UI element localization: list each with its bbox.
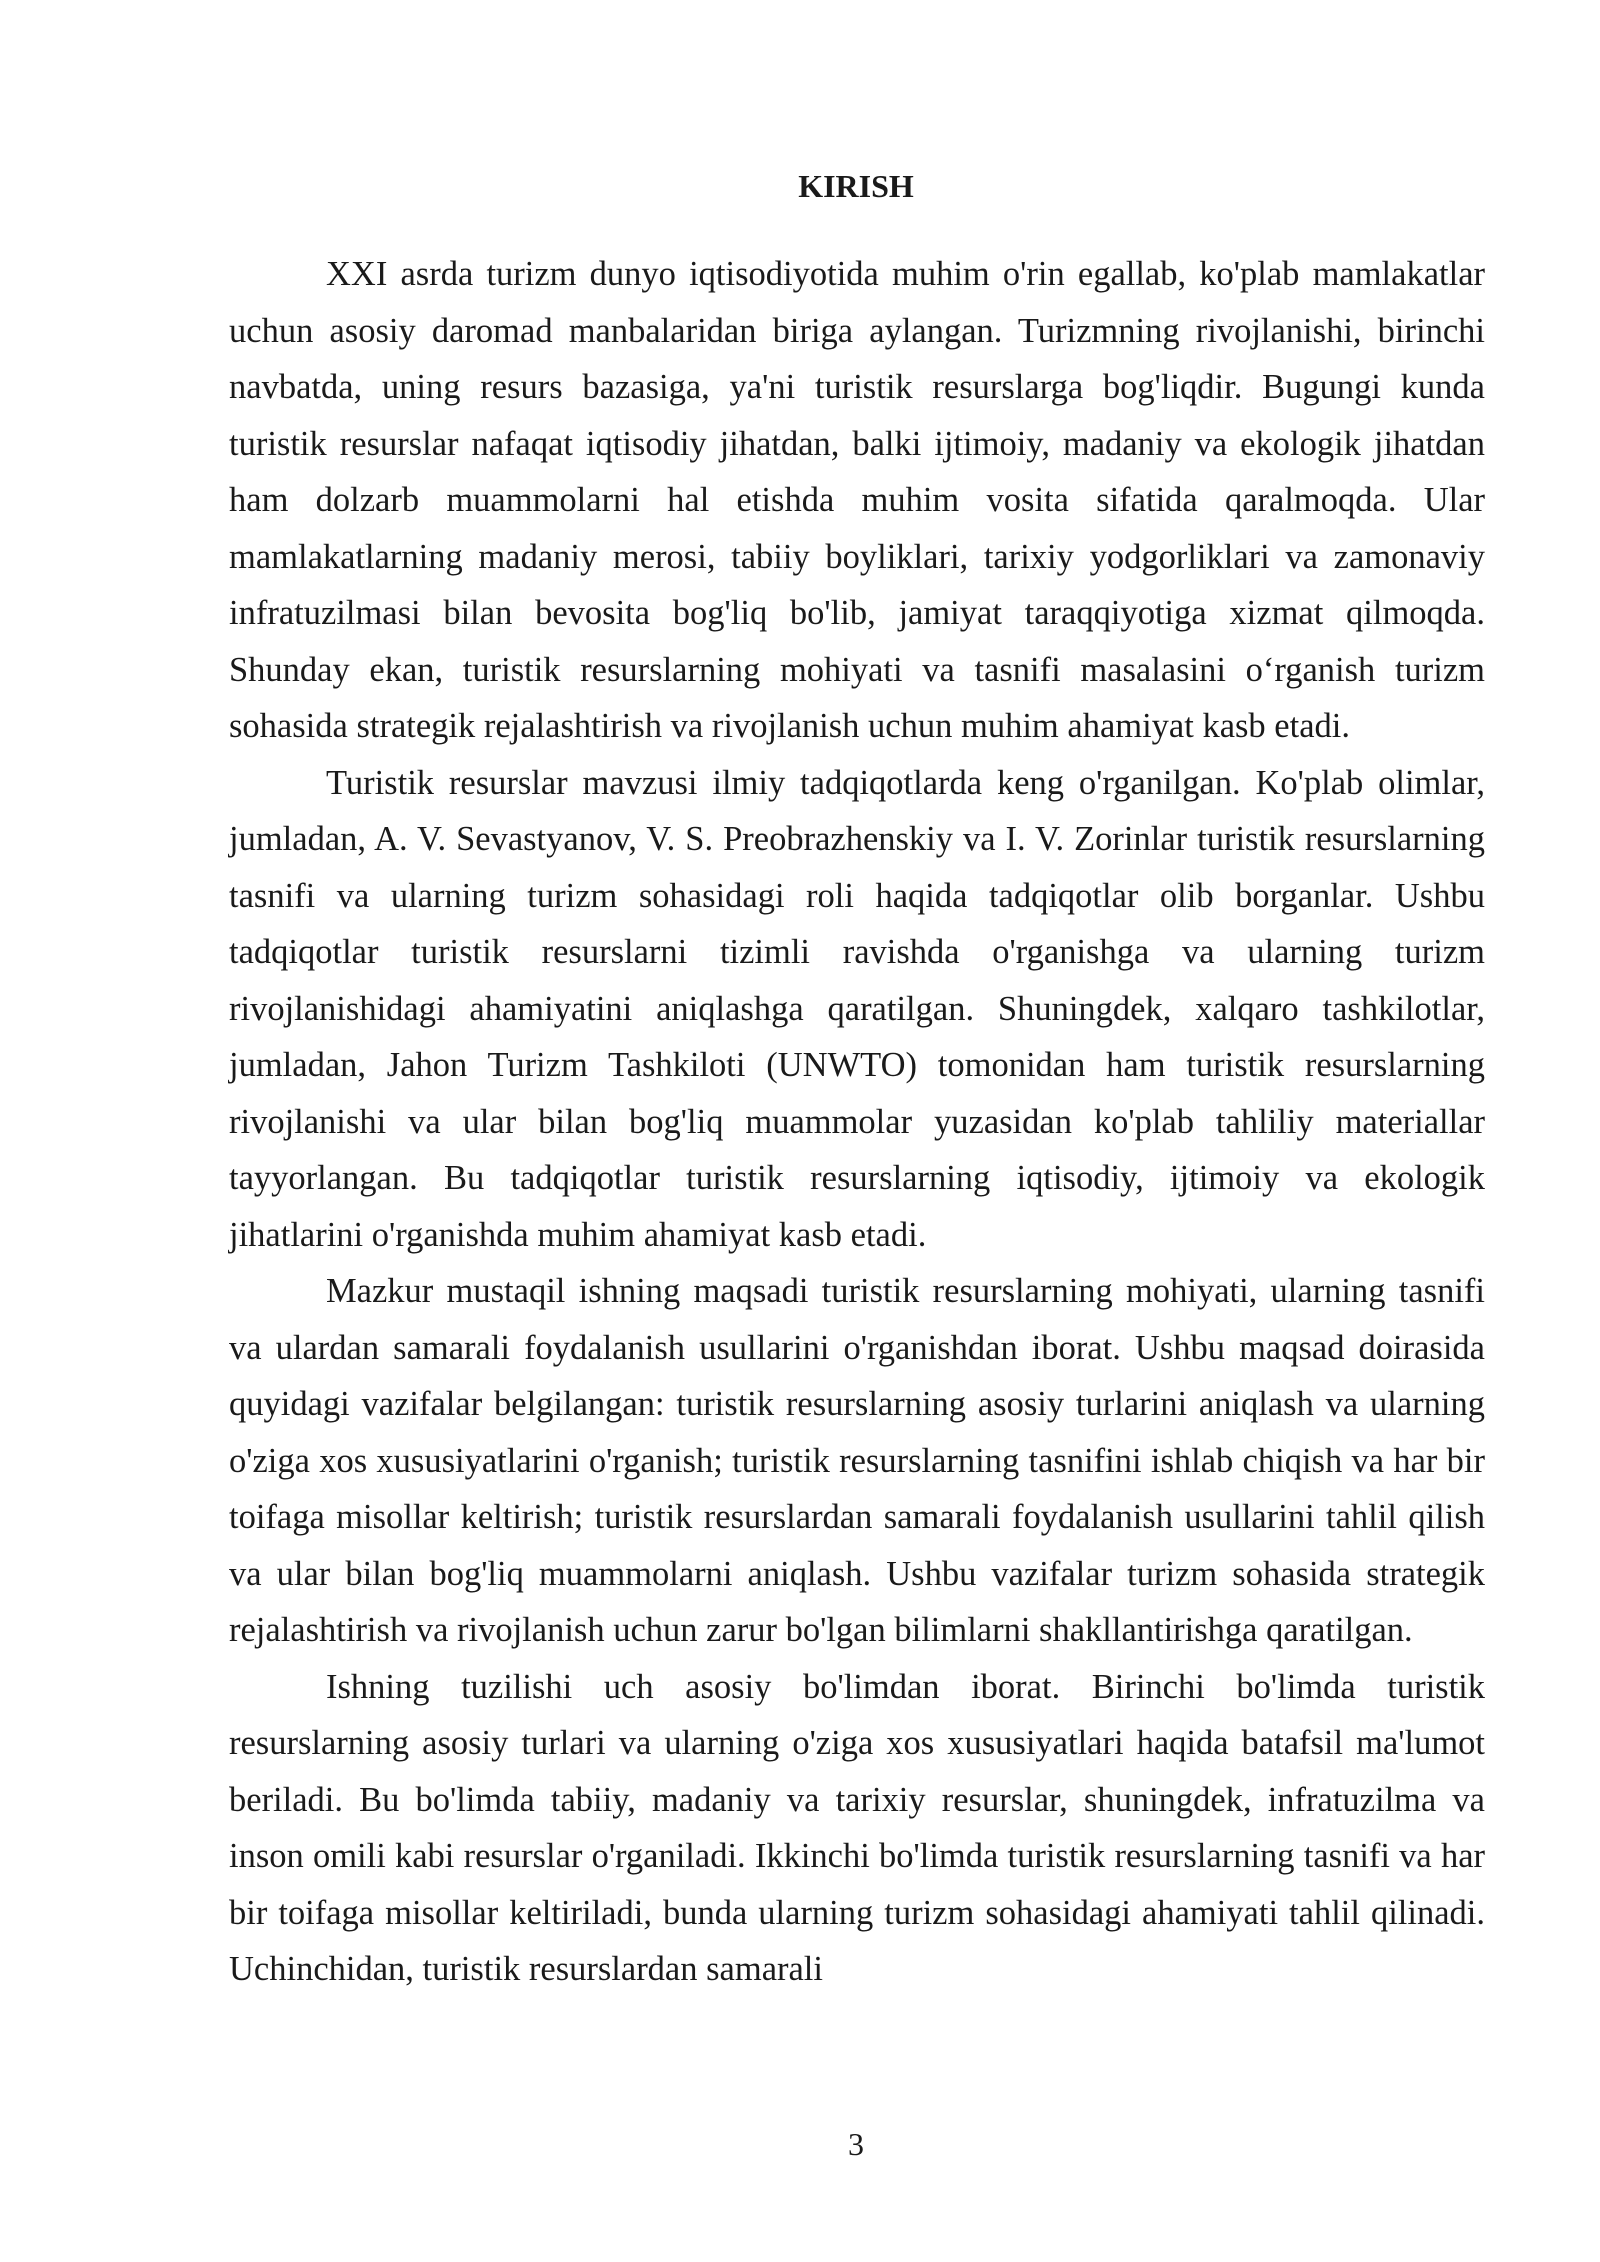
body-text [229, 246, 1485, 1998]
paragraph-4: Ishning tuzilishi uch asosiy bo'limdan iborat. Birinchi bo'limda turistik resurslarning asosiy turlari va ularning o'ziga xos xususiyatlari haqida batafsil ma'lumot beriladi. Bu bo'limda tabiiy, madaniy va tarixiy resurslar, shuningdek, infratuzilma va inson omili kabi resurslar o'rganiladi. Ikkinchi bo'limda turistik resurslarning tasnifi va har bir toifaga misollar keltiriladi, bunda ularning turizm sohasidagi ahamiyati tahlil qilinadi. Uchinchidan, turistik resurslardan samarali [229, 1667, 1485, 1988]
paragraph-3: Mazkur mustaqil ishning maqsadi turistik resurslarning mohiyati, ularning tasnifi va ulardan samarali foydalanish usullarini o'rganishdan iborat. Ushbu maqsad doirasida quyidagi vazifalar belgilangan: turistik resurslarning asosiy turlarini aniqlash va ularning o'ziga xos xususiyatlarini o'rganish; turistik resurslarning tasnifini ishlab chiqish va har bir toifaga misollar keltirish; turistik resurslardan samarali foydalanish usullarini tahlil qilish va ular bilan bog'liq muammolarni aniqlash. Ushbu vazifalar turizm sohasida strategik rejalashtirish va rivojlanish uchun zarur bo'lgan bilimlarni shakllantirishga qaratilgan. [229, 1272, 1485, 1649]
paragraph-2: Turistik resurslar mavzusi ilmiy tadqiqotlarda keng o'rganilgan. Ko'plab olimlar, jumladan, A. V. Sevastyanov, V. S. Preobrazhenskiy va I. V. Zorinlar turistik resurslarning tasnifi va ularning turizm sohasidagi roli haqida tadqiqotlar olib borganlar. Ushbu tadqiqotlar turistik resurslarni tizimli ravishda o'rganishga va ularning turizm rivojlanishidagi ahamiyatini aniqlashga qaratilgan. Shuningdek, xalqaro tashkilotlar, jumladan, Jahon Turizm Tashkiloti (UNWTO) tomonidan ham turistik resurslarning rivojlanishi va ular bilan bog'liq muammolar yuzasidan ko'plab tahliliy materiallar tayyorlangan. Bu tadqiqotlar turistik resurslarning iqtisodiy, ijtimoiy va ekologik jihatlarini o'rganishda muhim ahamiyat kasb etadi. [229, 763, 1485, 1254]
page-number: 3 [848, 2126, 864, 2162]
section-title: KIRISH [798, 168, 914, 204]
paragraph-1: XXI asrda turizm dunyo iqtisodiyotida muhim o'rin egallab, ko'plab mamlakatlar uchun asosiy daromad manbalaridan biriga aylangan. Turizmning rivojlanishi, birinchi navbatda, uning resurs bazasiga, ya'ni turistik resurslarga bog'liqdir. Bugungi kunda turistik resurslar nafaqat iqtisodiy jihatdan, balki ijtimoiy, madaniy va ekologik jihatdan ham dolzarb muammolarni hal etishda muhim vosita sifatida qaralmoqda. Ular mamlakatlarning madaniy merosi, tabiiy boyliklari, tarixiy yodgorliklari va zamonaviy infratuzilmasi bilan bevosita bog'liq bo'lib, jamiyat taraqqiyotiga xizmat qilmoqda. Shunday ekan, turistik resurslarning mohiyati va tasnifi masalasini o‘rganish turizm sohasida strategik rejalashtirish va rivojlanish uchun muhim ahamiyat kasb etadi. [229, 255, 1485, 745]
